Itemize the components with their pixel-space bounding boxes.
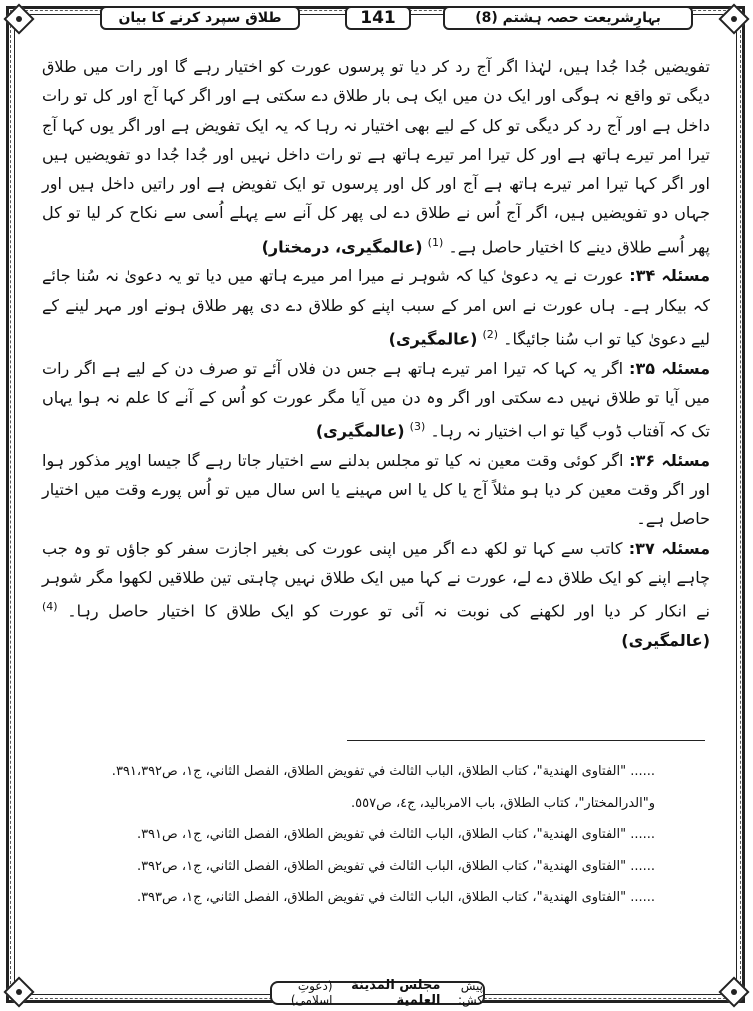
footnote-ref[interactable]: (2) <box>482 328 499 341</box>
paragraph <box>42 261 710 353</box>
page-body <box>42 52 710 655</box>
chapter-title: طلاق سپرد کرنے کا بیان <box>100 6 300 30</box>
book-title: بہارِشریعت حصہ ہشتم (8) <box>443 6 693 30</box>
paragraph-text: کاتب سے کہا تو لکھ دے اگر میں اپنی عورت کی بغیر اجازت سفر کو جاؤں تو وہ جب چاہے اپنے کو ایک طلاق دے لے، عورت نے کہا میں ایک طلاق نہیں چاہتی تین طلاقیں لکھوا مگر شوہر نے انکار کر دیا اور لکھنے کی نوبت نہ آئی تو عورت کو ایک طلاق کا اختیار حاصل رہا۔ <box>42 538 710 621</box>
masala-heading: مسئلہ ۳۴: <box>629 266 710 286</box>
paragraph-text: تفویضیں جُدا جُدا ہیں، لہٰذا اگر آج رد کر دیا تو پرسوں عورت کو اختیار رہے گا اور رات میں طلاق دیگی تو واقع نہ ہوگی اور ایک دن میں ایک ہی بار طلاق دے سکتی ہے اور اگر کہا آج اور کل تو رات داخل ہے اور آج رد کر دیگی تو کل کے لیے بھی اختیار نہ رہا کہ یہ ایک تفویض ہے اور اگر یوں کہا آج تیرا امر تیرے ہاتھ ہے اور کل تیرا امر تیرے ہاتھ ہے تو رات داخل نہیں اور جُدا جُدا دو تفویضیں ہیں اور اگر کہا تیرا امر تیرے ہاتھ ہے آج اور کل اور پرسوں تو ایک تفویض ہے اور راتیں داخل ہیں اور جہاں دو تفویضیں ہیں، اگر آج اُس نے طلاق دے لی پھر کل آنے سے پہلے اُسی سے نکاح کر لیا تو کل پھر اُسے طلاق دینے کا اختیار حاصل ہے۔ <box>42 57 710 257</box>
footnote: ...... "الفتاوی الهندية"، كتاب الطلاق، الباب الثالث في تفويض الطلاق، الفصل الثاني، ج١، ص٣٩١. <box>136 827 655 842</box>
citation: (عالمگیری) <box>621 630 710 650</box>
publisher-name: مجلس المدينة العلمية <box>351 978 441 1008</box>
paragraph <box>42 354 710 446</box>
page-header <box>60 4 693 32</box>
page-number: 141 <box>345 6 411 30</box>
paragraph <box>42 52 710 261</box>
citation: (عالمگیری) <box>315 421 405 441</box>
footnotes <box>110 756 655 914</box>
citation: (عالمگیری، درمختار) <box>261 237 423 257</box>
footnote-ref[interactable]: (1) <box>427 235 444 249</box>
footnote-divider <box>347 740 705 741</box>
paragraph-text: عورت نے یہ دعویٰ کیا کہ شوہر نے میرا امر میرے ہاتھ میں دیا تو یہ دعویٰ نہ سُنا جائے کہ بیکار ہے۔ ہاں عورت نے اس امر کے سبب اپنے کو طلاق دے دی پھر طلاق ہونے اور مہر لینے کے لیے دعویٰ کیا تو اب سُنا جائیگا۔ <box>42 266 710 349</box>
masala-heading: مسئلہ ۳۶: <box>629 450 710 470</box>
footnote: ...... "الفتاوی الهندية"، كتاب الطلاق، الباب الثالث في تفويض الطلاق، الفصل الثاني، ج١، ص٣٩٣. <box>136 890 655 905</box>
organization-name: (دعوتِ اسلامی) <box>290 979 333 1007</box>
presented-by-label: پیش کش: <box>457 979 483 1007</box>
citation: (عالمگیری) <box>388 329 478 349</box>
footnote: ...... "الفتاوی الهندية"، كتاب الطلاق، الباب الثالث في تفويض الطلاق، الفصل الثاني، ج١، ص٣٩١،٣٩٢. <box>111 764 655 779</box>
masala-heading: مسئلہ ۳۵: <box>629 358 711 378</box>
corner-ornament-icon <box>717 2 751 36</box>
paragraph-text: اگر یہ کہا کہ تیرا امر تیرے ہاتھ ہے جس دن فلاں آئے تو صرف دن کے لیے ہے اگر رات میں آیا تو طلاق نہیں دے سکتی اور اگر وہ دن میں آیا مگر عورت کو اُس کے آنے کا علم نہ ہوا یہاں تک کہ آفتاب ڈوب گیا تو اب اختیار نہ رہا۔ <box>42 358 710 441</box>
corner-ornament-icon <box>2 975 36 1009</box>
paragraph <box>42 534 710 656</box>
paragraph <box>42 446 710 534</box>
paragraph-text: اگر کوئی وقت معین نہ کیا تو مجلس بدلنے سے اختیار جاتا رہے گا جیسا اوپر مذکور ہوا اور اگر وقت معین کر دیا ہو مثلاً آج یا کل یا اس مہینے یا اس سال میں تو اُس پورے وقت میں اختیار حاصل ہے۔ <box>42 450 710 529</box>
corner-ornament-icon <box>2 2 36 36</box>
masala-heading: مسئلہ ۳۷: <box>628 538 711 558</box>
footnote: و"الدرالمختار"، كتاب الطلاق، باب الامربالید، ج٤، ص٥٥٧. <box>351 795 655 811</box>
footnote-ref[interactable]: (3) <box>409 420 426 434</box>
corner-ornament-icon <box>717 975 751 1009</box>
footnote-ref[interactable]: (4) <box>42 600 58 614</box>
footnote: ...... "الفتاوی الهندية"، كتاب الطلاق، الباب الثالث في تفويض الطلاق، الفصل الثاني، ج١، ص٣٩٢. <box>136 858 655 874</box>
publisher-footer <box>270 978 485 1008</box>
